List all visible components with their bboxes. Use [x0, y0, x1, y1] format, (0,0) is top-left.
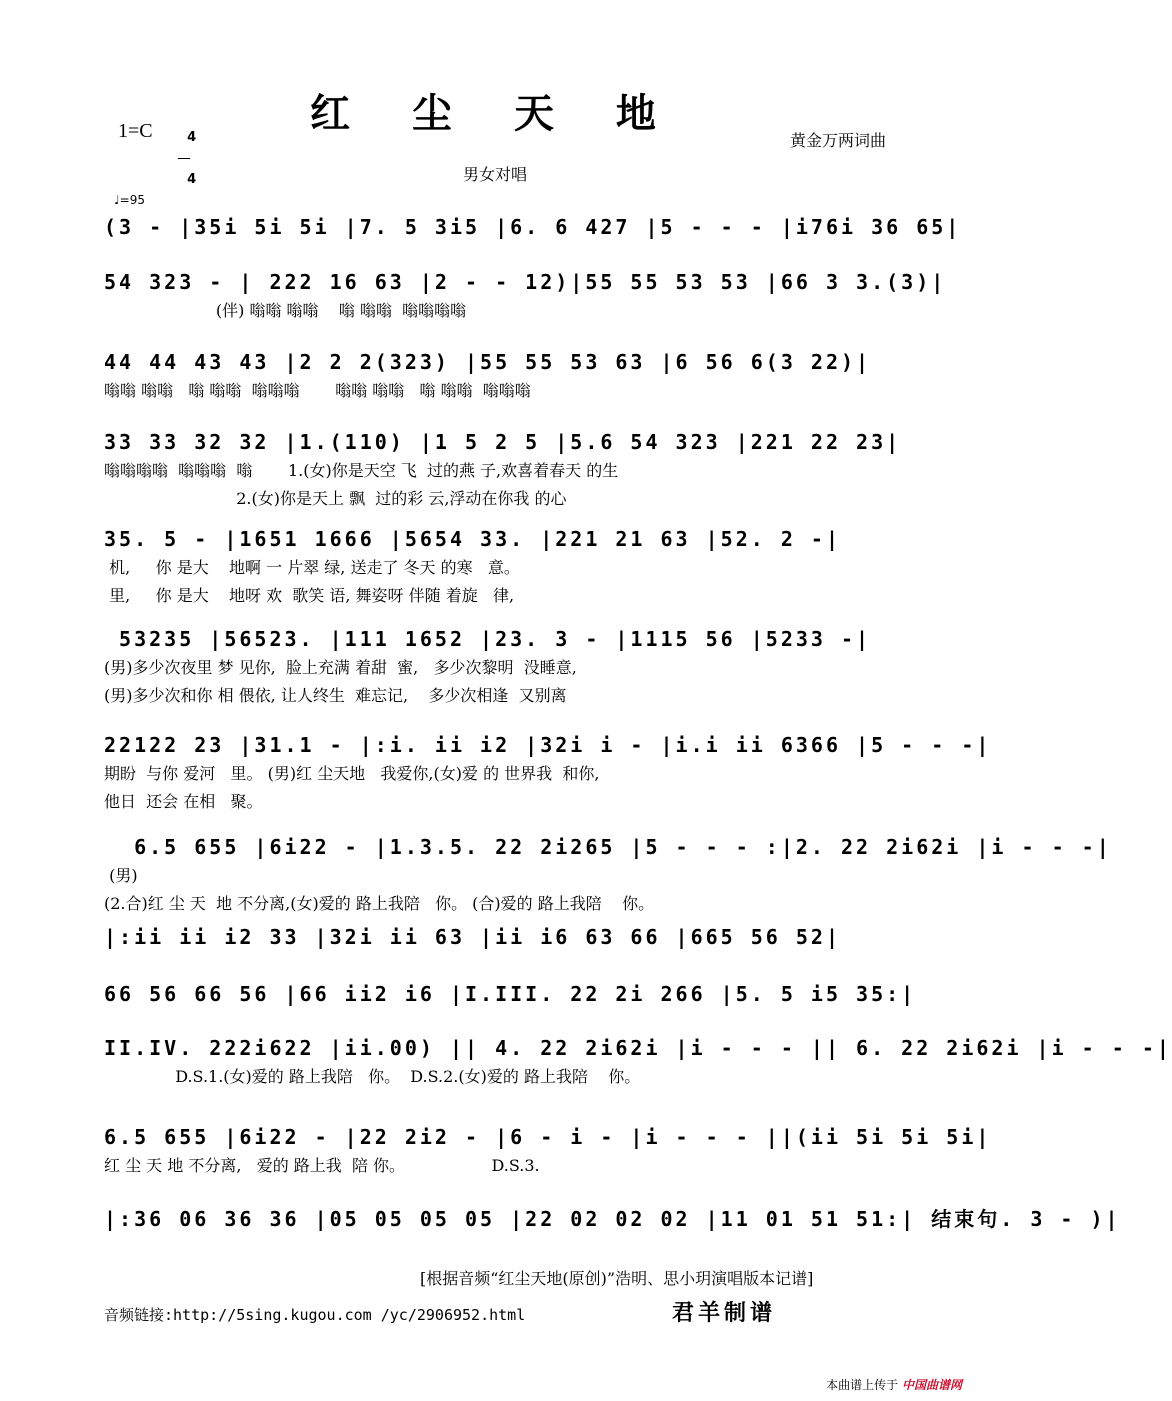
lyric-line-7-2: 他日 还会 在相 聚。	[104, 792, 263, 811]
composer-credit: 黄金万两词曲	[789, 131, 886, 150]
tempo-marking: ♩=95	[114, 193, 145, 207]
lyric-line-11-1: D.S.1.(女)爱的 路上我陪 你。 D.S.2.(女)爱的 路上我陪 你。	[104, 1067, 641, 1086]
score-line-3: 44 44 43 43 |2 2 2(323) |55 55 53 63 |6 56 6(3 22)|	[104, 350, 872, 374]
key-signature: 1=C	[118, 120, 153, 142]
source-note: [根据音频“红尘天地(原创)”浩明、思小玥演唱版本记谱]	[420, 1269, 814, 1288]
performance-note: 男女对唱	[462, 165, 527, 184]
lyric-line-4-2: 2.(女)你是天上 飘 过的彩 云,浮动在你我 的心	[104, 489, 567, 508]
lyric-line-2-1: (伴) 嗡嗡 嗡嗡 嗡 嗡嗡 嗡嗡嗡嗡	[104, 301, 467, 320]
lyric-line-6-1: (男)多少次夜里 梦 见你, 脸上充满 着甜 蜜, 多少次黎明 没睡意,	[104, 658, 577, 677]
score-line-7: 22122 23 |31.1 - |:i. ii i2 |32i i - |i.i ii 6366 |5 - - -|	[104, 733, 992, 757]
score-line-5: 35. 5 - |1651 1666 |5654 33. |221 21 63 |52. 2 -|	[104, 527, 842, 551]
score-line-10: 66 56 66 56 |66 ii2 i6 |I.III. 22 2i 266 |5. 5 i5 35:|	[104, 982, 917, 1006]
lyric-line-3-1: 嗡嗡 嗡嗡 嗡 嗡嗡 嗡嗡嗡 嗡嗡 嗡嗡 嗡 嗡嗡 嗡嗡嗡	[104, 381, 531, 400]
page-title: 红 尘 天 地	[310, 90, 680, 137]
lyric-line-5-1: 机, 你 是大 地啊 一 片翠 绿, 送走了 冬天 的寒 意。	[104, 558, 520, 577]
transcriber-signature: 君羊制谱	[672, 1300, 777, 1326]
lyric-line-7-1: 期盼 与你 爱河 里。 (男)红 尘天地 我爱你,(女)爱 的 世界我 和你,	[104, 764, 600, 783]
score-line-9: |:ii ii i2 33 |32i ii 63 |ii i6 63 66 |665 56 52|	[104, 925, 842, 949]
audio-link: 音频链接:http://5sing.kugou.com /yc/2906952.html	[104, 1306, 526, 1324]
score-line-12: 6.5 655 |6i22 - |22 2i2 - |6 - i - |i - - - ||(ii 5i 5i 5i|	[104, 1125, 992, 1149]
lyric-line-12-1: 红 尘 天 地 不分离, 爱的 路上我 陪 你。 D.S.3.	[104, 1156, 540, 1175]
score-line-11: II.IV. 222i622 |ii.00) || 4. 22 2i62i |i - - - || 6. 22 2i62i |i - - -|	[104, 1036, 1172, 1060]
score-line-2: 54 323 - | 222 16 63 |2 - - 12)|55 55 53 53 |66 3 3.(3)|	[104, 270, 947, 294]
lyric-line-5-2: 里, 你 是大 地呀 欢 歌笑 语, 舞姿呀 伴随 着旋 律,	[104, 586, 515, 605]
time-signature-top: 4	[187, 130, 197, 145]
lyric-line-6-2: (男)多少次和你 相 偎依, 让人终生 难忘记, 多少次相逢 又别离	[104, 686, 567, 705]
site-logo: 中国曲谱网	[901, 1378, 962, 1392]
lyric-line-8-1: (男)	[104, 866, 138, 885]
lyric-line-4-1: 嗡嗡嗡嗡 嗡嗡嗡 嗡 1.(女)你是天空 飞 过的燕 子,欢喜着春天 的生	[104, 461, 619, 480]
score-line-4: 33 33 32 32 |1.(110) |1 5 2 5 |5.6 54 323 |221 22 23|	[104, 430, 902, 454]
score-line-1: (3 - |35i 5i 5i |7. 5 3i5 |6. 6 427 |5 - - - |i76i 36 65|	[104, 215, 962, 239]
time-signature-bottom: 4	[187, 172, 197, 187]
lyric-line-8-2: (2.合)红 尘 天 地 不分离,(女)爱的 路上我陪 你。 (合)爱的 路上我陪 你。	[104, 894, 655, 913]
upload-text: 本曲谱上传于	[826, 1378, 899, 1392]
score-line-6: 53235 |56523. |111 1652 |23. 3 - |1115 56 |5233 -|	[104, 627, 872, 651]
score-line-13: |:36 06 36 36 |05 05 05 05 |22 02 02 02 |11 01 51 51:| 结束句. 3 - )|	[104, 1207, 1121, 1231]
upload-credit	[826, 1376, 962, 1393]
score-line-8: 6.5 655 |6i22 - |1.3.5. 22 2i265 |5 - - - :|2. 22 2i62i |i - - -|	[104, 835, 1112, 859]
